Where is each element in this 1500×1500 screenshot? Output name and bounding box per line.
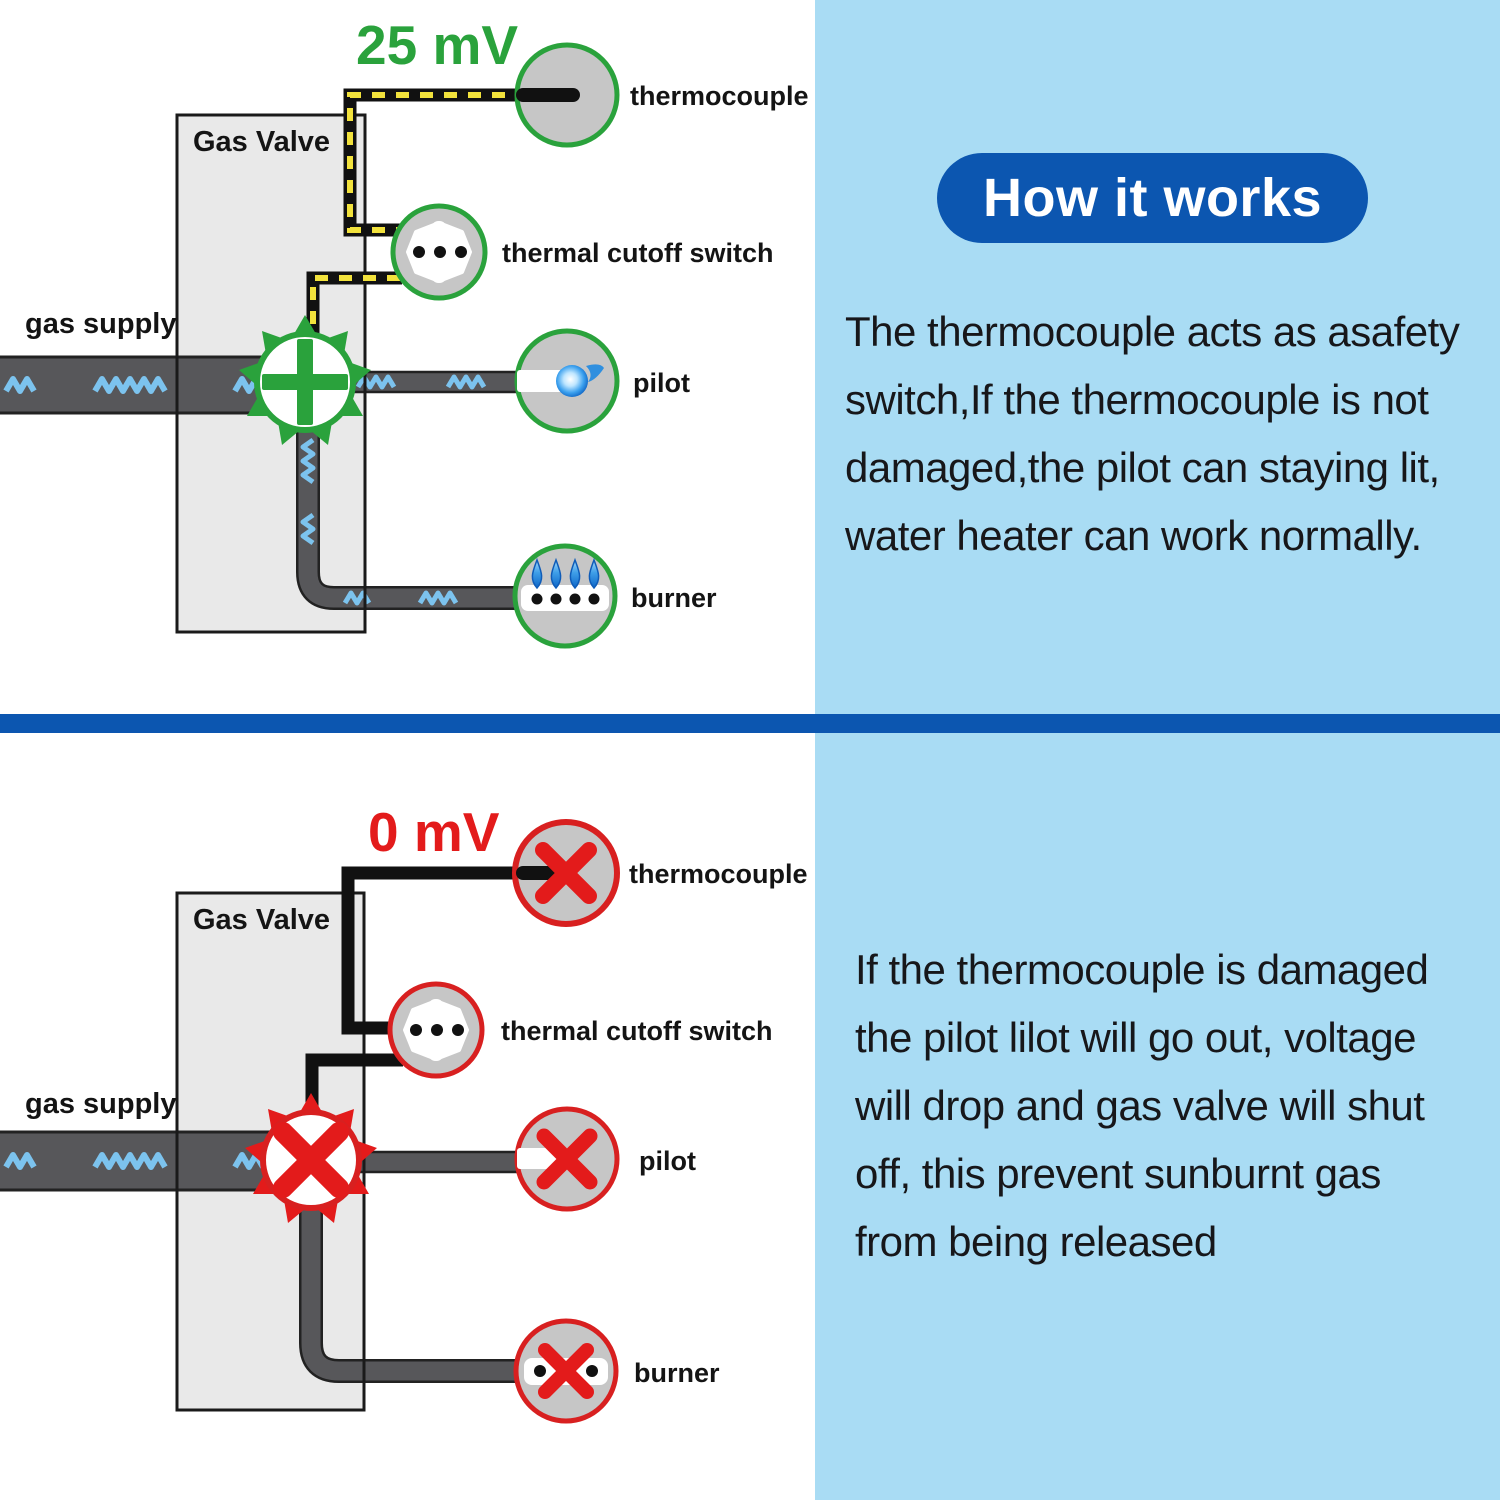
gas-supply-label: gas supply <box>25 1088 177 1120</box>
diagram-failed-system <box>0 733 815 1500</box>
thermal-cutoff-switch-label: thermal cutoff switch <box>501 1016 773 1046</box>
description-line: If the thermocouple is damaged <box>855 946 1429 993</box>
description-bottom <box>855 936 1495 1276</box>
thermocouple-icon <box>517 45 617 145</box>
how-it-works-heading <box>937 153 1368 243</box>
description-line: the pilot lilot will go out, voltage <box>855 1014 1416 1061</box>
diagram-working-system <box>0 0 815 714</box>
description-line: The thermocouple acts as asafety <box>845 308 1460 355</box>
burner-icon <box>515 546 615 646</box>
burner-label: burner <box>631 583 717 613</box>
pilot-label: pilot <box>633 368 690 398</box>
thermocouple-label: thermocouple <box>629 859 808 889</box>
thermocouple-icon <box>515 822 617 924</box>
description-top <box>845 298 1495 570</box>
description-line: water heater can work normally. <box>845 512 1422 559</box>
description-line: from being released <box>855 1218 1217 1265</box>
thermal-cutoff-switch-icon <box>393 206 485 298</box>
burner-icon <box>516 1321 616 1421</box>
section-divider <box>0 714 1500 733</box>
gas-supply-label: gas supply <box>25 308 177 340</box>
gas-valve-label: Gas Valve <box>193 126 331 158</box>
pilot-icon <box>517 1109 617 1209</box>
pilot-label: pilot <box>639 1146 696 1176</box>
description-line: off, this prevent sunburnt gas <box>855 1150 1381 1197</box>
voltage-fail-label: 0 mV <box>368 801 500 863</box>
pilot-pipe <box>345 372 520 392</box>
pilot-flame <box>556 365 588 397</box>
pilot-pipe <box>350 1152 520 1172</box>
pilot-icon <box>517 331 617 431</box>
thermal-cutoff-switch-icon <box>390 984 482 1076</box>
how-it-works-label: How it works <box>982 168 1323 228</box>
gas-valve-label: Gas Valve <box>193 904 331 936</box>
description-line: will drop and gas valve will shut <box>855 1082 1425 1129</box>
thermocouple-label: thermocouple <box>630 81 809 111</box>
burner-label: burner <box>634 1358 720 1388</box>
voltage-ok-label: 25 mV <box>356 14 519 76</box>
thermal-cutoff-switch-label: thermal cutoff switch <box>502 238 774 268</box>
description-line: damaged,the pilot can staying lit, <box>845 444 1440 491</box>
description-line: switch,If the thermocouple is not <box>845 376 1429 423</box>
